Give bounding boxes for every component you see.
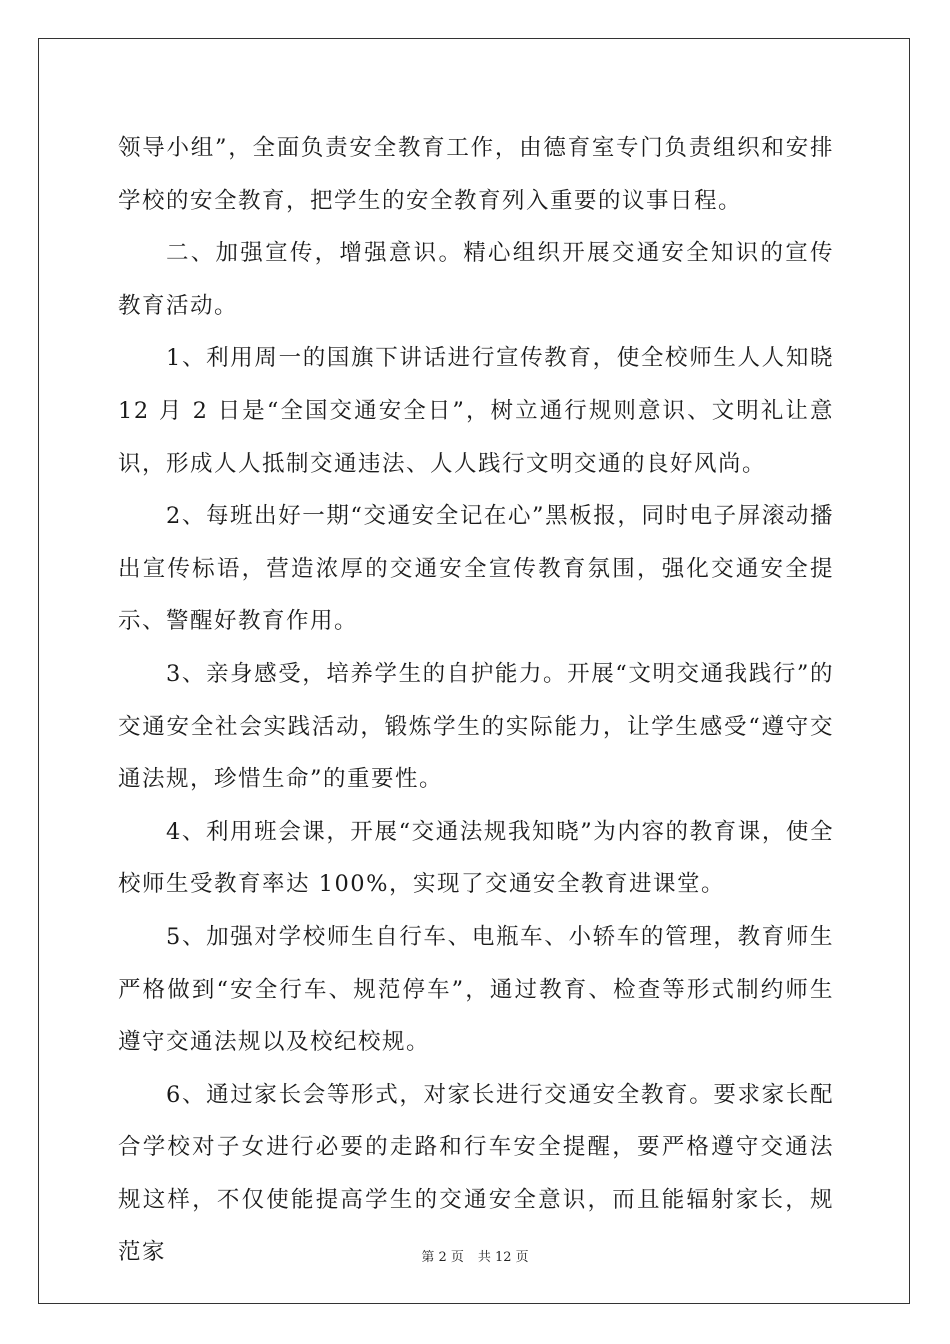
- paragraph: 4、利用班会课，开展“交通法规我知晓”为内容的教育课，使全校师生受教育率达 100%，实现了交通安全教育进课堂。: [118, 818, 834, 898]
- paragraph: 2、每班出好一期“交通安全记在心”黑板报，同时电子屏滚动播出宣传标语，营造浓厚的交通安全宣传教育氛围，强化交通安全提示、警醒好教育作用。: [118, 503, 834, 635]
- paragraph: 领导小组”，全面负责安全教育工作，由德育室专门负责组织和安排学校的安全教育，把学生的安全教育列入重要的议事日程。: [118, 135, 834, 214]
- paragraph: 1、利用周一的国旗下讲话进行宣传教育，使全校师生人人知晓 12 月 2 日是“全国交通安全日”，树立通行规则意识、文明礼让意识，形成人人抵制交通违法、人人践行文明交通的良好风尚。: [118, 345, 834, 477]
- paragraph: 5、加强对学校师生自行车、电瓶车、小轿车的管理，教育师生严格做到“安全行车、规范停车”，通过教育、检查等形式制约师生遵守交通法规以及校纪校规。: [118, 923, 834, 1056]
- page-footer: [0, 1246, 950, 1265]
- paragraph: 3、亲身感受，培养学生的自护能力。开展“文明交通我践行”的交通安全社会实践活动，锻炼学生的实际能力，让学生感受“遵守交通法规，珍惜生命”的重要性。: [118, 660, 834, 793]
- document-body: [118, 122, 834, 1279]
- paragraph: 6、通过家长会等形式，对家长进行交通安全教育。要求家长配合学校对子女进行必要的走路和行车安全提醒，要严格遵守交通法规这样，不仅使能提高学生的交通安全意识，而且能辐射家长，规范家: [118, 1081, 834, 1266]
- page-number: 第 2 页: [421, 1250, 464, 1265]
- page-total: 共 12 页: [477, 1250, 529, 1265]
- paragraph: 二、加强宣传，增强意识。精心组织开展交通安全知识的宣传教育活动。: [118, 240, 834, 319]
